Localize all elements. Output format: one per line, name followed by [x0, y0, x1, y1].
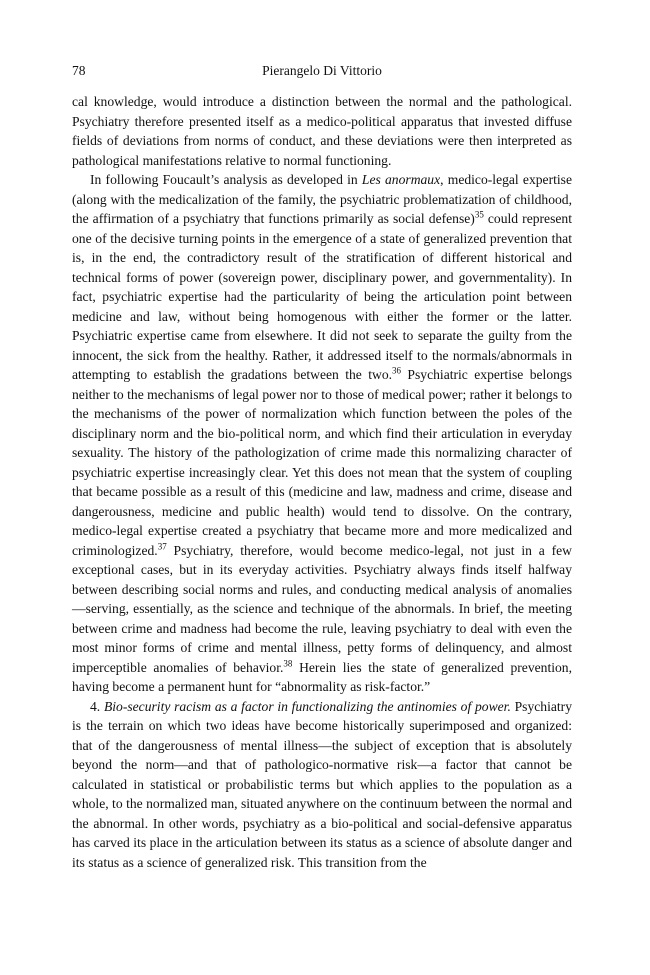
page: [72, 62, 572, 872]
paragraph-2-part-6: Herein lies the state of generalized prevention, having become a permanent hunt for “abnormality as risk-factor.”: [72, 659, 572, 694]
paragraph-2-part-3: could represent one of the decisive turning points in the emergence of a state of generalized prevention that is, in the end, the contradictory result of the stratification of different historical and technical forms of power (sovereign power, disciplinary power, and governmentality). In fact, psychiatric expertise had the particularity of being the articulation point between medicine and law, without being homogenous with either the former or the latter. Psychiatric expertise came from elsewhere. It did not seek to separate the guilty from the innocent, the sick from the healthy. Rather, it addressed itself to the normals/abnormals in attempting to establish the gradations between the two.: [72, 211, 572, 382]
paragraph-2-part-1: In following Foucault’s analysis as developed in: [90, 172, 362, 187]
running-title: Pierangelo Di Vittorio: [262, 63, 382, 78]
footnote-ref-36: 36: [392, 365, 402, 376]
paragraph-2: [72, 170, 572, 697]
footnote-ref-37: 37: [157, 540, 167, 551]
paragraph-2-part-5: Psychiatry, therefore, would become medico-legal, not just in a few exceptional cases, but in its everyday activities. Psychiatry always finds itself halfway between describing social norms and rules, and conducting medical analysis of anomalies—serving, essentially, as the science and technique of the abnormals. In brief, the meeting between crime and madness had become the rule, leaving psychiatry to deal with even the most minor forms of crime and mental illness, petty forms of delinquency, and almost imperceptible anomalies of behavior.: [72, 542, 572, 675]
footnote-ref-38: 38: [283, 657, 293, 668]
paragraph-2-part-2: , medico-legal expertise (along with the medicalization of the family, the psychiatric problematization of childhood, the affirmation of a psychiatry that functions primarily as social defense): [72, 172, 572, 226]
body-text: [72, 92, 572, 872]
page-number: 78: [72, 63, 86, 78]
footnote-ref-35: 35: [474, 209, 484, 220]
paragraph-1: cal knowledge, would introduce a distinction between the normal and the pathological. Psychiatry therefore presented itself as a medico-political apparatus that invested diffuse fields of deviations from norms of conduct, and these deviations were then interpreted as pathological manifestations relative to normal functioning.: [72, 94, 572, 168]
section-heading: Bio-security racism as a factor in functionalizing the antinomies of power.: [103, 698, 511, 714]
book-title: Les anormaux: [361, 172, 441, 187]
paragraph-2-part-4: Psychiatric expertise belongs neither to the mechanisms of legal power nor to those of medical power; rather it belongs to the mechanisms of the power of normalization which function between the poles of the disciplinary norm and the bio-political norm, and which find their articulation in everyday sexuality. The history of the pathologization of crime made this normalizing character of psychiatric expertise increasingly clear. Yet this does not mean that the system of coupling that became possible as a result of this (medicine and law, madness and crime, disease and dangerousness, medicine and public health) would tend to dissolve. On the contrary, medico-legal expertise created a psychiatry that became more and more medicalized and criminologized.: [72, 367, 572, 558]
paragraph-3: [72, 697, 572, 873]
section-number: 4.: [90, 698, 101, 714]
paragraph-3-text: Psychiatry is the terrain on which two ideas have become historically superimposed and organized: that of the dangerousness of mental illness—the subject of exception that is absolutely beyond the norm—and that of pathologico-normative risk—a factor that cannot be calculated in statistical or probabilistic terms but which applies to the population as a whole, to the normalized man, situated anywhere on the continuum between the normal and the abnormal. In other words, psychiatry as a bio-political and social-defensive apparatus has carved its place in the articulation between its status as a science of absolute danger and its status as a science of generalized risk. This transition from the: [72, 698, 572, 870]
running-head: [72, 62, 572, 80]
